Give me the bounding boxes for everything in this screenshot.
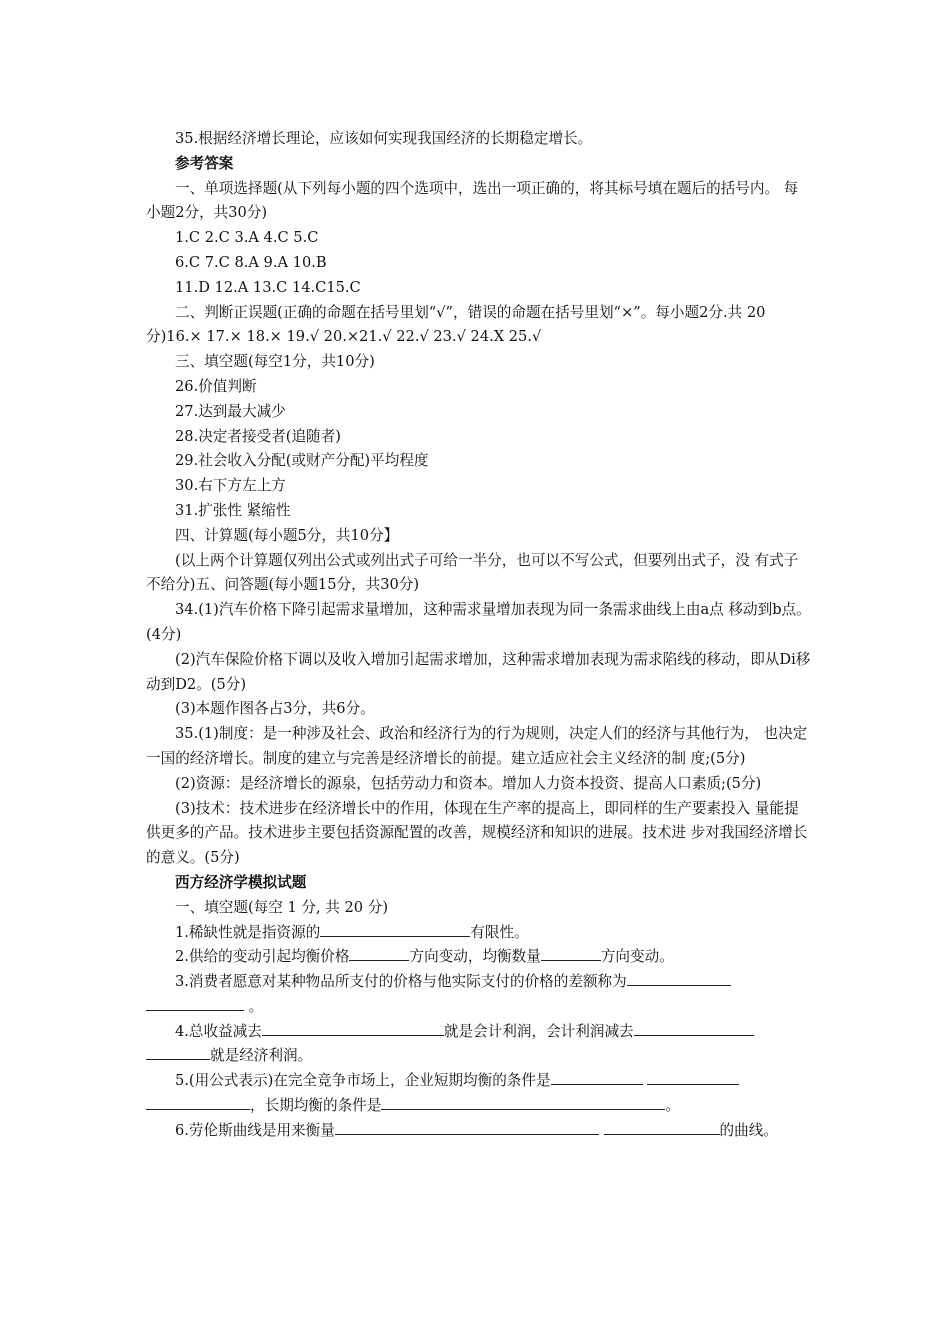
mock-exam-title: 西方经济学模拟试题 [175, 873, 307, 891]
section-3-heading: 三、填空题(每空1分，共10分) [175, 353, 375, 371]
answer-35-1: 35.(1)制度：是一种涉及社会、政治和经济行为的行为规则，决定人们的经济与其他行为， 也决定一国的经济增长。制度的建立与完善是经济增长的前提。建立适应社会主义经济的制 度;(5分) [146, 725, 808, 767]
blank-line [262, 1021, 444, 1036]
answer-35-3: (3)技术：技术进步在经济增长中的作用，体现在生产率的提高上，即同样的生产要素投入 量能提供更多的产品。技术进步主要包括资源配置的改善，规模经济和知识的进展。技术进 步对我国经济增长的意义。(5分) [146, 799, 808, 867]
blank-line [604, 1120, 720, 1135]
section-4-heading: 四、计算题(每小题5分，共10分】 [175, 526, 399, 544]
blank-line [349, 946, 409, 961]
answer-row: 11.D 12.A 13.C 14.C15.C [175, 278, 361, 296]
blank-line [647, 1070, 739, 1085]
answer-26: 26.价值判断 [175, 377, 257, 395]
blank-line [146, 1095, 250, 1110]
section-1-heading: 一、单项选择题(从下列每小题的四个选项中，选出一项正确的，将其标号填在题后的括号内。 每小题2分，共30分) [146, 179, 799, 222]
answer-title: 参考答案 [175, 154, 234, 172]
blank-line [381, 1095, 665, 1110]
answer-27: 27.达到最大减少 [175, 402, 286, 420]
fill-question-5: 5.(用公式表示)在完全竞争市场上，企业短期均衡的条件是 ，长期均衡的条件是 。 [146, 1069, 812, 1119]
blank-line [634, 1021, 754, 1036]
answer-row: 6.C 7.C 8.A 9.A 10.B [175, 253, 327, 271]
blank-line [320, 922, 470, 937]
answer-34-3: (3)本题作图各占3分，共6分。 [175, 700, 375, 718]
blank-line [146, 1045, 210, 1060]
fill-question-3: 3.消费者愿意对某种物品所支付的价格与他实际支付的价格的差额称为 。 [146, 970, 812, 1020]
answer-28: 28.决定者接受者(追随者) [175, 427, 341, 445]
blank-line [551, 1070, 643, 1085]
blank-line [627, 971, 731, 986]
fill-question-1: 1.稀缺性就是指资源的 有限性。 [175, 923, 529, 941]
blank-line [541, 946, 601, 961]
fill-question-6: 6.劳伦斯曲线是用来衡量 的曲线。 [175, 1121, 778, 1139]
question-35: 35.根据经济增长理论，应该如何实现我国经济的长期稳定增长。 [175, 130, 593, 147]
fill-question-4: 4.总收益减去 就是会计利润，会计利润减去 就是经济利润。 [146, 1020, 812, 1070]
section-2-heading: 二、判断正误题(正确的命题在括号里划“√”，错误的命题在括号里划“×”。每小题2分.共 20分)16.× 17.× 18.× 19.√ 20.×21.√ 22.√ 23.√ 24.X 25.√ [146, 303, 766, 346]
blank-line [335, 1120, 599, 1135]
answer-34-2: (2)汽车保险价格下调以及收入增加引起需求增加，这种需求增加表现为需求陷线的移动，即从Di移动到D2。(5分) [146, 650, 811, 693]
answer-34-1: 34.(1)汽车价格下降引起需求量增加，这种需求量增加表现为同一条需求曲线上由a点 移动到b点。(4分) [146, 601, 811, 643]
answer-row: 1.C 2.C 3.A 4.C 5.C [175, 229, 319, 247]
document-page [146, 127, 812, 1144]
answer-31: 31.扩张性 紧缩性 [175, 501, 291, 519]
answer-35-2: (2)资源：是经济增长的源泉，包括劳动力和资本。增加人力资本投资、提高人口素质;(5分) [175, 774, 762, 792]
answer-30: 30.右下方左上方 [175, 477, 286, 495]
fill-question-2: 2.供给的变动引起均衡价格 方向变动，均衡数量 方向变动。 [175, 948, 674, 966]
blank-line [146, 996, 244, 1011]
mock-section-heading: 一、填空题(每空 1 分, 共 20 分) [175, 898, 389, 916]
answer-29: 29.社会收入分配(或财产分配)平均程度 [175, 452, 429, 470]
section-4-note: (以上两个计算题仅列出公式或列出式子可给一半分，也可以不写公式，但要列出式子，没 有式子不给分)五、问答题(每小题15分，共30分) [146, 551, 799, 594]
